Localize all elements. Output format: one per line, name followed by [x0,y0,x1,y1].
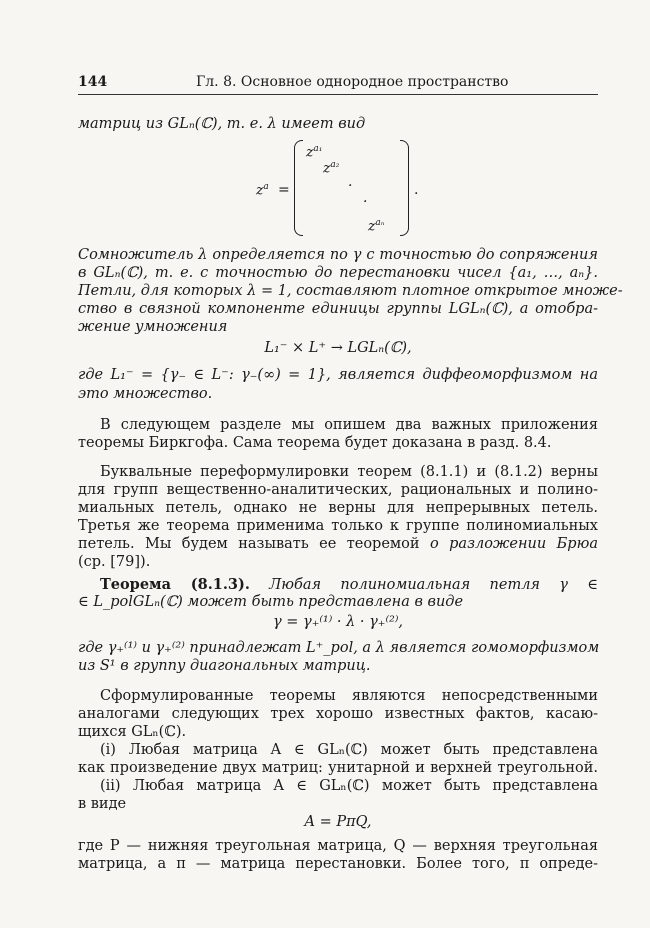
text-line: (i) Любая матрица A ∈ GLₙ(ℂ) может быть представлена [100,742,598,758]
text-line: в GLₙ(ℂ), т. е. с точностью до перестановки чисел {a₁, …, aₙ}. [78,265,598,281]
formula: γ = γ₊⁽¹⁾ · λ · γ₊⁽²⁾, [273,614,403,630]
text-line: петель. Мы будем называть ее теоремой о разложении Брюа [78,536,598,552]
text-line: Третья же теорема применима только к группе полиномиальных [78,518,598,534]
matrix-dots: · [363,194,368,210]
text-line: Буквальные переформулировки теорем (8.1.1) и (8.1.2) верны [100,464,598,480]
text-line: Петли, для которых λ = 1, составляют плотное открытое множе- [78,283,623,299]
text-line: аналогами следующих трех хорошо известных фактов, касаю- [78,706,598,722]
text-line: как произведение двух матриц: унитарной и верхней треугольной. [78,760,598,776]
theorem-line: Теорема (8.1.3). Любая полиномиальная петля γ ∈ [100,576,598,593]
text-line: щихся GLₙ(ℂ). [78,724,187,740]
text-line: из S¹ в группу диагональных матриц. [78,658,371,674]
text-line: ство в связной компоненте единицы группы LGLₙ(ℂ), а отобра- [78,301,598,317]
text-line: ∈ L_polGLₙ(ℂ) может быть представлена в виде [78,594,464,610]
text-line: где P — нижняя треугольная матрица, Q — верхняя треугольная [78,838,598,854]
text-line: матриц из GLₙ(ℂ), т. е. λ имеет вид [78,116,366,132]
matrix-entry: $z^{a_1}$ [306,144,323,161]
text-line: миальных петель, однако не верны для непрерывных петель. [78,500,598,516]
text-line: это множество. [78,386,213,402]
diagonal-matrix [250,140,430,240]
running-header [78,74,598,95]
right-bracket [400,140,409,236]
text-line: где γ₊⁽¹⁾ и γ₊⁽²⁾ принадлежат L⁺_pol, а λ является гомоморфизмом [78,640,600,656]
page-number: 144 [78,74,108,90]
text-line: матрица, а π — матрица перестановки. Более того, π опреде- [78,856,598,872]
matrix-period: . [414,182,419,198]
text-line: (ii) Любая матрица A ∈ GLₙ(ℂ) может быть представлена [100,778,598,794]
text-line: Сформулированные теоремы являются непосредственными [100,688,598,704]
matrix-dots: · [348,178,353,194]
text-line: В следующем разделе мы опишем два важных приложения [100,417,598,433]
chapter-title: Гл. 8. Основное однородное пространство [196,74,509,90]
formula: A = PπQ, [304,814,372,830]
text-line: жение умножения [78,319,228,335]
matrix-label: $z^a$ [256,182,269,199]
text-line: для групп вещественно-аналитических, рациональных и полино- [78,482,598,498]
text-line: (ср. [79]). [78,554,151,570]
text-line: теоремы Биркгофа. Сама теорема будет доказана в разд. 8.4. [78,435,552,451]
text-line: где L₁⁻ = {γ₋ ∈ L⁻: γ₋(∞) = 1}, является диффеоморфизмом на [78,367,598,383]
left-bracket [294,140,303,236]
formula: L₁⁻ × L⁺ → LGLₙ(ℂ), [264,340,412,356]
matrix-entry: $z^{a_2}$ [323,160,340,177]
matrix-equals: = [278,182,290,198]
matrix-entry: $z^{a_n}$ [368,218,385,235]
text-line: Сомножитель λ определяется по γ с точностью до сопряжения [78,247,598,263]
text-line: в виде [78,796,127,812]
